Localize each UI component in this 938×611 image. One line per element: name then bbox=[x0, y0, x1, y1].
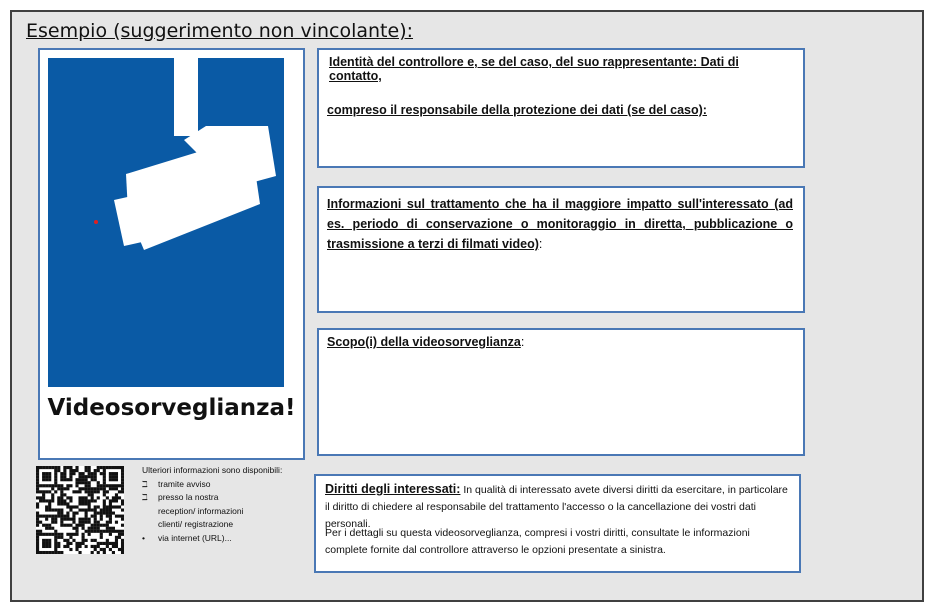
list-item bbox=[142, 518, 307, 532]
purpose-heading: Scopo(i) della videosorveglianza bbox=[327, 335, 521, 349]
sign-pictogram bbox=[48, 58, 284, 387]
list-item-text: tramite avviso bbox=[158, 478, 211, 489]
data-subject-rights-box bbox=[314, 474, 801, 573]
cctv-sign bbox=[38, 48, 305, 460]
processing-info-colon: : bbox=[538, 237, 543, 251]
poster-frame bbox=[10, 10, 924, 602]
qr-code[interactable] bbox=[36, 466, 124, 554]
rights-text: In qualità di interessato avete diversi diritti da esercitare, in particolare il diritto di chiedere al responsabile del trattamento l'accesso o la cancellazione dei vostri dati personali. bbox=[325, 484, 788, 530]
list-item[interactable] bbox=[142, 532, 307, 546]
more-info-list bbox=[142, 464, 307, 546]
controller-identity-line1: Identità del controllore e, se del caso, del suo rappresentante: Dati di contatto, bbox=[329, 55, 739, 83]
list-item bbox=[142, 505, 307, 519]
bullet-icon: • bbox=[142, 532, 145, 543]
list-item bbox=[142, 478, 307, 492]
purpose-box bbox=[317, 328, 805, 456]
controller-identity-box bbox=[317, 48, 805, 168]
page-title: Esempio (suggerimento non vincolante): bbox=[26, 20, 414, 42]
purpose-colon: : bbox=[520, 335, 525, 349]
list-item-text: clienti/ registrazione bbox=[158, 519, 234, 530]
list-item-text: via internet (URL)... bbox=[158, 532, 232, 543]
red-dot-mark bbox=[94, 220, 98, 224]
more-info-intro: Ulteriori informazioni sono disponibili: bbox=[142, 465, 283, 475]
qr-code-icon bbox=[36, 466, 124, 554]
processing-info-text bbox=[327, 194, 793, 254]
details-paragraph: Per i dettagli su questa videosorveglianza, compresi i vostri diritti, consultate le informazioni complete fornite dal controllore attraverso le opzioni presentate a sinistra. bbox=[325, 527, 750, 556]
processing-info-box bbox=[317, 186, 805, 313]
purpose-text bbox=[327, 335, 793, 349]
cctv-camera-icon bbox=[48, 58, 284, 387]
list-item-text: reception/ informazioni bbox=[158, 505, 244, 516]
list-item bbox=[142, 491, 307, 505]
processing-info-heading: Informazioni sul trattamento che ha il maggiore impatto sull'interessato (ad es. periodo di conservazione o monitoraggio in diretta, pubblicazione o trasmissione a terzi di filmati video) bbox=[327, 197, 793, 251]
list-item-text: presso la nostra bbox=[158, 492, 219, 503]
sign-label: Videosorveglianza! bbox=[47, 395, 296, 421]
bullet-icon: ℶ bbox=[142, 492, 148, 503]
bullet-icon: ℶ bbox=[142, 478, 148, 489]
rights-heading: Diritti degli interessati: bbox=[325, 482, 461, 496]
controller-identity-line2: compreso il responsabile della protezione dei dati (se del caso): bbox=[327, 103, 707, 117]
